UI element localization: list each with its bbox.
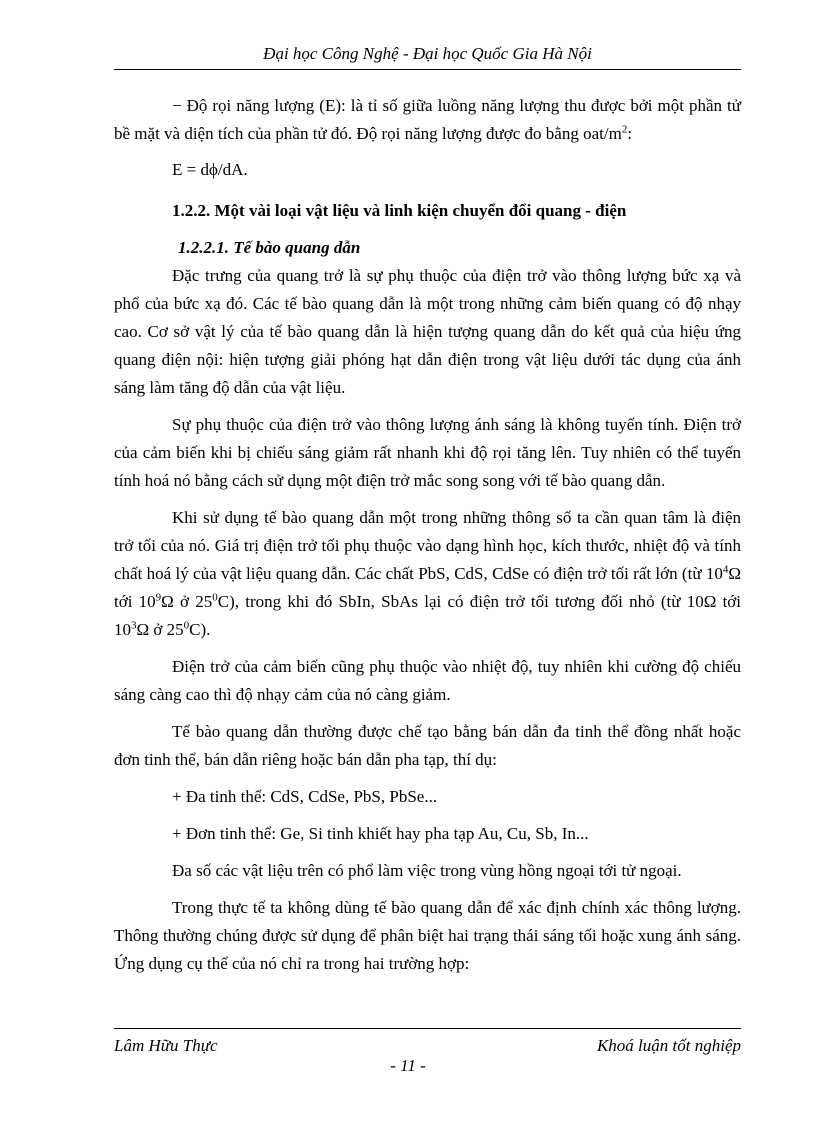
paragraph-energy-illuminance: − Độ rọi năng lượng (E): là tỉ số giữa luồng năng lượng thu được bởi một phần tử bề mặt và diện tích của phần tử đó. Độ rọi năng lượng được đo bằng oat/$m^2$: [114,96,741,143]
section-heading-1-2-2-1: 1.2.2.1. Tế bào quang dẫn [178,238,361,257]
paragraph-temperature: Điện trở của cảm biến cũng phụ thuộc vào nhiệt độ, tuy nhiên khi cường độ chiếu sáng càng cao thì độ nhạy cảm của nó càng giảm. [114,657,741,704]
formula: E = dϕ/dA. [172,160,248,179]
paragraph-nonlinearity: Sự phụ thuộc của điện trở vào thông lượng ánh sáng là không tuyến tính. Điện trở của cảm biến khi bị chiếu sáng giảm rất nhanh khi độ rọi tăng lên. Tuy nhiên có thể tuyến tính hoá nó bằng cách sử dụng một điện trở mắc song song với tế bào quang dẫn. [114,415,741,490]
section-heading-1-2-2: 1.2.2. Một vài loại vật liệu và linh kiện chuyển đổi quang - điện [172,201,627,220]
paragraph-application: Trong thực tế ta không dùng tế bào quang dẫn để xác định chính xác thông lượng. Thông thường chúng được sử dụng để phân biệt hai trạng thái sáng tối hoặc xung ánh sáng. Ứng dụng cụ thể của nó chỉ ra trong hai trường hợp: [114,898,741,973]
footer-document-type: Khoá luận tốt nghiệp [596,1036,741,1055]
page-header-title: Đại học Công Nghệ - Đại học Quốc Gia Hà Nội [263,44,592,63]
header-divider [114,69,741,70]
paragraph-fabrication: Tế bào quang dẫn thường được chế tạo bằng bán dẫn đa tinh thể đồng nhất hoặc đơn tinh thể, bán dẫn riêng hoặc bán dẫn pha tạp, thí dụ: [114,722,741,769]
footer-divider [114,1028,741,1029]
paragraph-characteristics: Đặc trưng của quang trở là sự phụ thuộc của điện trở vào thông lượng bức xạ và phổ của bức xạ đó. Các tế bào quang dẫn là một trong những cảm biến quang có độ nhạy cao. Cơ sở vật lý của tế bào quang dẫn là hiện tượng quang dẫn do kết quả của hiệu ứng quang điện nội: hiện tượng giải phóng hạt dẫn điện trong vật liệu dưới tác dụng của ánh sáng làm tăng độ dẫn của vật liệu. [114,266,741,397]
list-item: + Đơn tinh thể: Ge, Si tinh khiết hay pha tạp Au, Cu, Sb, In... [172,824,589,843]
list-item: + Đa tinh thể: CdS, CdSe, PbS, PbSe... [172,787,438,806]
page-number: - 11 - [390,1056,426,1075]
paragraph-spectrum: Đa số các vật liệu trên có phổ làm việc trong vùng hồng ngoại tới tử ngoại. [172,861,682,880]
page-body [114,92,741,978]
footer-author: Lâm Hữu Thực [114,1036,218,1055]
paragraph-dark-resistance: Khi sử dụng tế bào quang dẫn một trong những thông số ta cần quan tâm là điện trở tối của nó. Giá trị điện trở tối phụ thuộc vào dạng hình học, kích thước, nhiệt độ và tính chất hoá lý của vật liệu quang dẫn. Các chất PbS, CdS, CdSe có điện trở tối rất lớn (từ $10^4\Omega$ tới $10^9\Omega$ ở $25^0C$), trong khi đó SbIn, SbAs lại có điện trở tối tương đối nhỏ (từ 10Ω tới $10^3\Omega$ ở $25^0C$). [114,508,742,639]
